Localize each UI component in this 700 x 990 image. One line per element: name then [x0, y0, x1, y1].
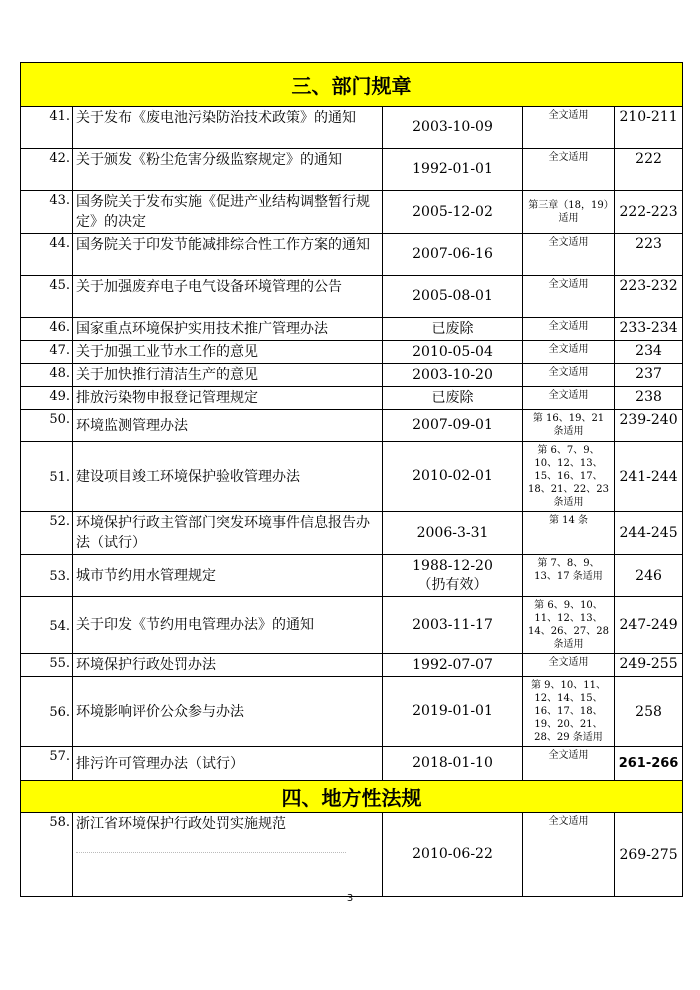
effective-date: 已废除	[383, 318, 523, 341]
table-row	[21, 442, 683, 512]
row-number: 42.	[21, 149, 73, 191]
applicable-scope: 全文适用	[523, 234, 615, 276]
table-row	[21, 813, 683, 897]
page-range: 222	[615, 149, 683, 191]
applicable-scope: 全文适用	[523, 747, 615, 781]
table-row	[21, 191, 683, 234]
row-number: 44.	[21, 234, 73, 276]
applicable-scope: 第 14 条	[523, 512, 615, 555]
applicable-scope: 全文适用	[523, 341, 615, 364]
regulations-table	[20, 62, 683, 897]
row-number: 56.	[21, 677, 73, 747]
page-range: 246	[615, 555, 683, 597]
regulation-title: 关于发布《废电池污染防治技术政策》的通知	[73, 107, 383, 149]
regulation-title: 关于颁发《粉尘危害分级监察规定》的通知	[73, 149, 383, 191]
effective-date: 2007-06-16	[383, 234, 523, 276]
page-range: 234	[615, 341, 683, 364]
applicable-scope: 第 7、8、9、13、17 条适用	[523, 555, 615, 597]
applicable-scope: 全文适用	[523, 813, 615, 897]
row-number: 41.	[21, 107, 73, 149]
row-number: 49.	[21, 387, 73, 410]
regulation-title: 国家重点环境保护实用技术推广管理办法	[73, 318, 383, 341]
row-number: 52.	[21, 512, 73, 555]
effective-date: 1992-01-01	[383, 149, 523, 191]
table-row	[21, 747, 683, 781]
effective-date: 2007-09-01	[383, 410, 523, 442]
row-number: 50.	[21, 410, 73, 442]
table-row	[21, 276, 683, 318]
effective-date: 2010-05-04	[383, 341, 523, 364]
regulation-title: 关于加强废弃电子电气设备环境管理的公告	[73, 276, 383, 318]
effective-date: 2010-02-01	[383, 442, 523, 512]
table-row	[21, 410, 683, 442]
applicable-scope: 全文适用	[523, 654, 615, 677]
row-number: 58.	[21, 813, 73, 897]
page-range: 238	[615, 387, 683, 410]
table-row	[21, 234, 683, 276]
regulation-title: 环境影响评价公众参与办法	[73, 677, 383, 747]
table-row	[21, 654, 683, 677]
row-number: 54.	[21, 597, 73, 654]
regulation-title-cell	[73, 813, 383, 897]
regulation-title: 关于加快推行清洁生产的意见	[73, 364, 383, 387]
applicable-scope: 全文适用	[523, 107, 615, 149]
regulation-title: 关于加强工业节水工作的意见	[73, 341, 383, 364]
effective-date: 2019-01-01	[383, 677, 523, 747]
effective-date-note: （扔有效）	[417, 576, 488, 593]
effective-date: 2003-10-20	[383, 364, 523, 387]
regulation-title: 浙江省环境保护行政处罚实施规范	[76, 816, 286, 832]
table-row	[21, 364, 683, 387]
row-number: 55.	[21, 654, 73, 677]
applicable-scope: 第三章（18，19）适用	[523, 191, 615, 234]
effective-date: 已废除	[383, 387, 523, 410]
effective-date-value: 1988-12-20	[412, 557, 493, 574]
page-range: 239-240	[615, 410, 683, 442]
page-range: 241-244	[615, 442, 683, 512]
page-range: 223	[615, 234, 683, 276]
row-number: 57.	[21, 747, 73, 781]
applicable-scope: 第 6、9、10、11、12、13、14、26、27、28 条适用	[523, 597, 615, 654]
applicable-scope: 全文适用	[523, 387, 615, 410]
effective-date	[383, 555, 523, 597]
applicable-scope: 全文适用	[523, 318, 615, 341]
row-number: 45.	[21, 276, 73, 318]
effective-date: 1992-07-07	[383, 654, 523, 677]
applicable-scope: 第 16、19、21 条适用	[523, 410, 615, 442]
section-header	[21, 781, 683, 813]
page-range: 247-249	[615, 597, 683, 654]
regulation-title: 排污许可管理办法（试行）	[73, 747, 383, 781]
regulation-title: 环境保护行政处罚办法	[73, 654, 383, 677]
table-row	[21, 387, 683, 410]
row-number: 46.	[21, 318, 73, 341]
applicable-scope: 全文适用	[523, 276, 615, 318]
section-title: 三、部门规章	[21, 63, 683, 107]
effective-date: 2003-11-17	[383, 597, 523, 654]
regulation-title: 排放污染物申报登记管理规定	[73, 387, 383, 410]
row-number: 48.	[21, 364, 73, 387]
applicable-scope: 全文适用	[523, 149, 615, 191]
row-number: 53.	[21, 555, 73, 597]
effective-date: 2003-10-09	[383, 107, 523, 149]
page-range: 222-223	[615, 191, 683, 234]
regulation-title: 关于印发《节约用电管理办法》的通知	[73, 597, 383, 654]
table-row	[21, 555, 683, 597]
row-number: 47.	[21, 341, 73, 364]
regulation-title: 国务院关于印发节能减排综合性工作方案的通知	[73, 234, 383, 276]
page-range: 249-255	[615, 654, 683, 677]
effective-date: 2005-12-02	[383, 191, 523, 234]
regulation-title: 建设项目竣工环境保护验收管理办法	[73, 442, 383, 512]
page-range: 269-275	[615, 813, 683, 897]
row-number: 51.	[21, 442, 73, 512]
effective-date: 2006-3-31	[383, 512, 523, 555]
table-row	[21, 677, 683, 747]
section-title: 四、地方性法规	[21, 781, 683, 813]
table-row	[21, 149, 683, 191]
page-range: 233-234	[615, 318, 683, 341]
page-range: 261-266	[615, 747, 683, 781]
page-number: 3	[346, 893, 354, 904]
regulation-title: 城市节约用水管理规定	[73, 555, 383, 597]
table-row	[21, 107, 683, 149]
regulation-title: 环境保护行政主管部门突发环境事件信息报告办法（试行）	[73, 512, 383, 555]
table-row	[21, 341, 683, 364]
effective-date: 2010-06-22	[383, 813, 523, 897]
page-range: 210-211	[615, 107, 683, 149]
regulation-title: 环境监测管理办法	[73, 410, 383, 442]
section-header	[21, 63, 683, 107]
regulation-title: 国务院关于发布实施《促进产业结构调整暂行规定》的决定	[73, 191, 383, 234]
applicable-scope: 第 9、10、11、12、14、15、16、17、18、19、20、21、28、29 条适用	[523, 677, 615, 747]
applicable-scope: 第 6、7、9、10、12、13、15、16、17、18、21、22、23 条适用	[523, 442, 615, 512]
page-range: 244-245	[615, 512, 683, 555]
effective-date: 2005-08-01	[383, 276, 523, 318]
page-range: 258	[615, 677, 683, 747]
table-row	[21, 318, 683, 341]
dotted-rule	[76, 852, 346, 853]
applicable-scope: 全文适用	[523, 364, 615, 387]
page-range: 237	[615, 364, 683, 387]
table-row	[21, 597, 683, 654]
page-range: 223-232	[615, 276, 683, 318]
row-number: 43.	[21, 191, 73, 234]
table-row	[21, 512, 683, 555]
effective-date: 2018-01-10	[383, 747, 523, 781]
